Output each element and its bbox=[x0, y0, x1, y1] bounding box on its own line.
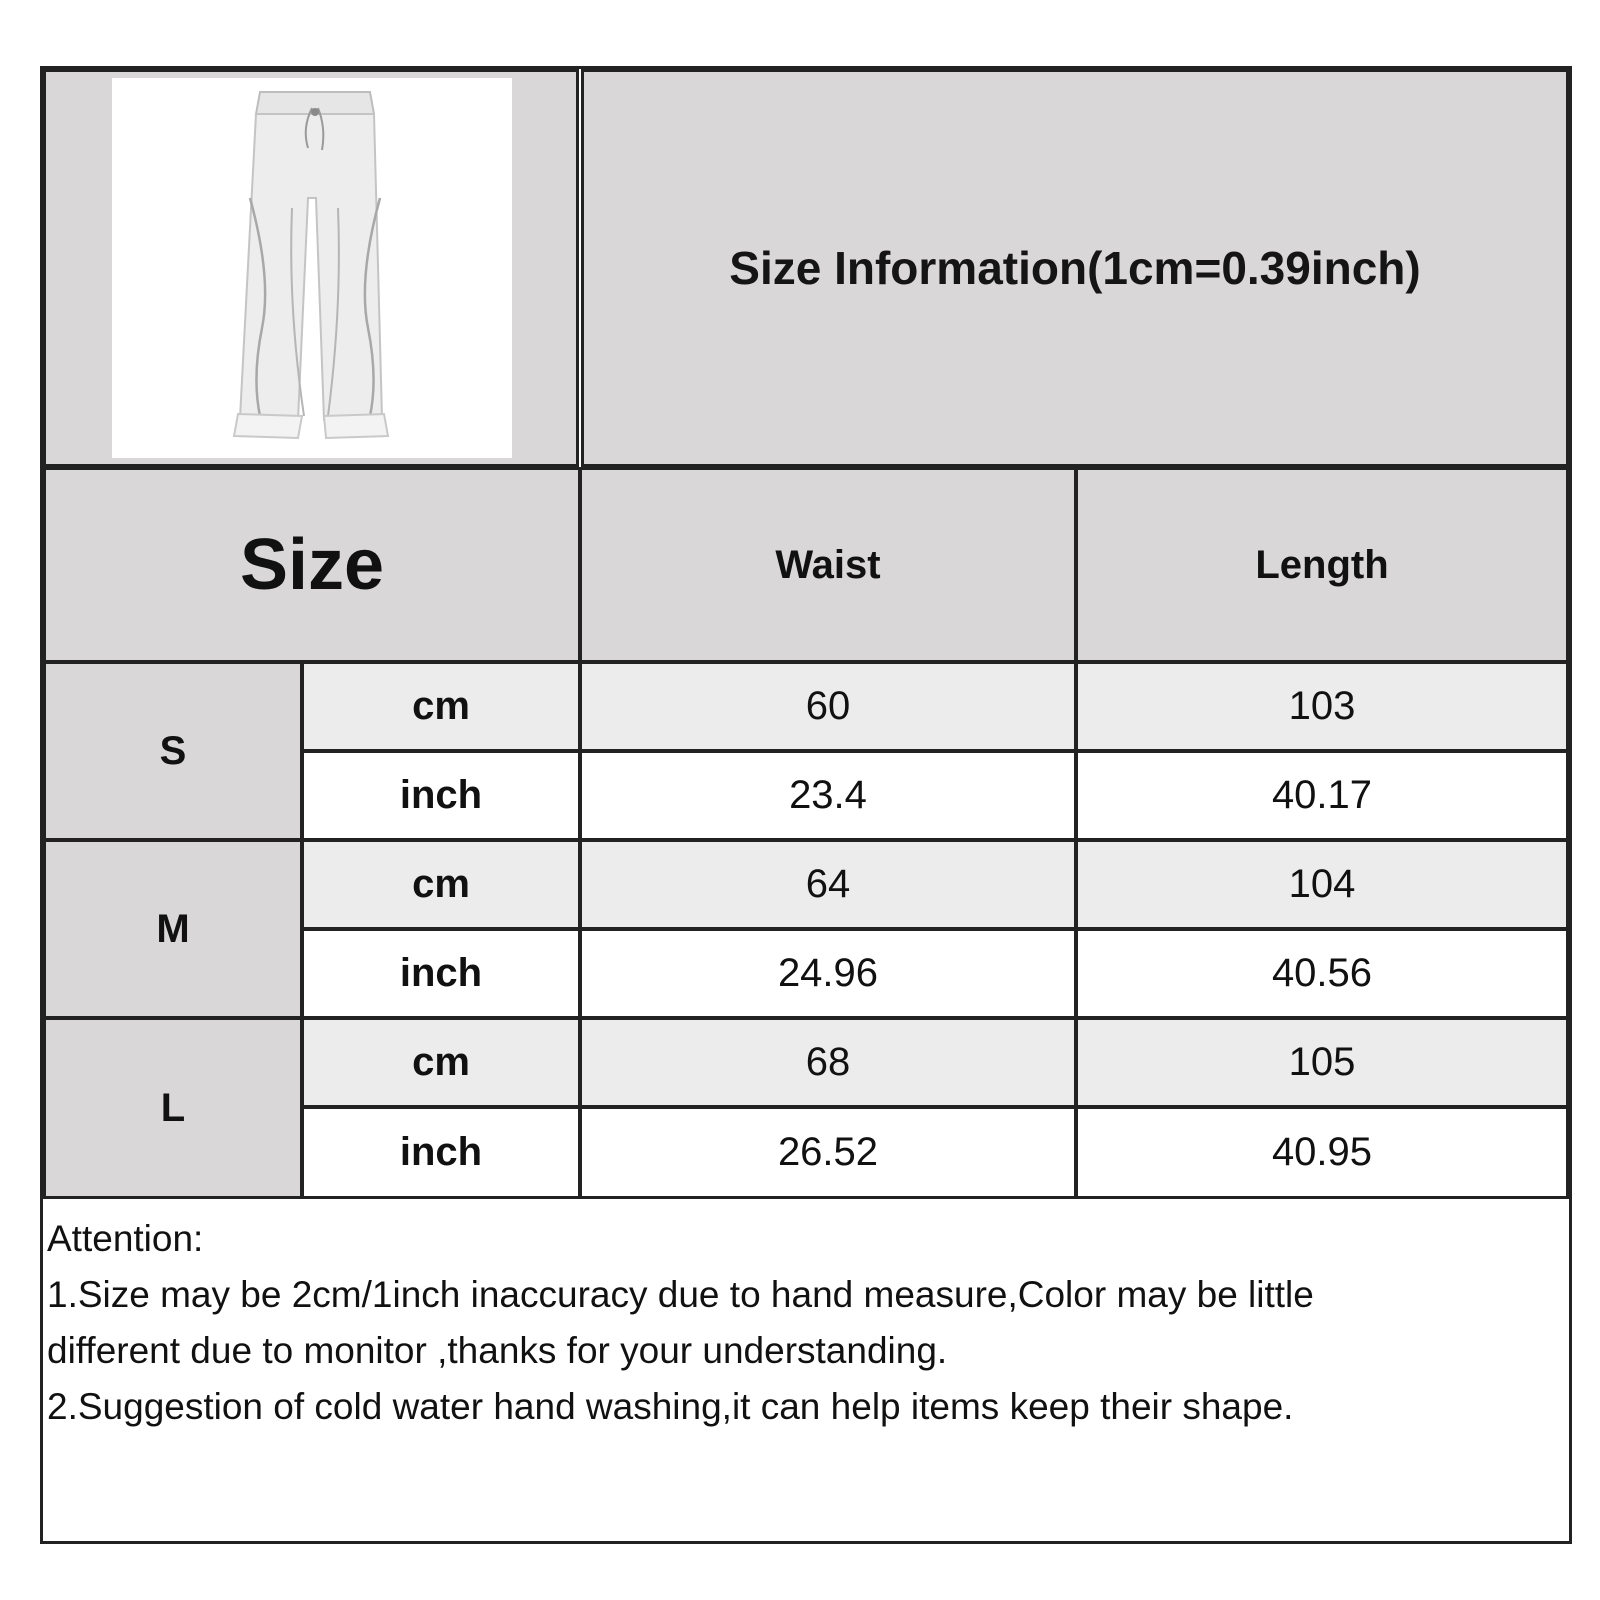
waist-value: 64 bbox=[805, 862, 851, 906]
unit-cell bbox=[301, 928, 581, 1019]
attention-heading: Attention: bbox=[47, 1218, 204, 1259]
length-value-cell bbox=[1075, 839, 1569, 930]
unit-label: inch bbox=[399, 951, 483, 995]
waist-value: 60 bbox=[805, 684, 851, 728]
waist-header-cell bbox=[579, 467, 1077, 663]
size-label-cell bbox=[43, 661, 303, 841]
attention-notes bbox=[47, 1211, 1567, 1435]
page-title: Size Information(1cm=0.39inch) bbox=[729, 242, 1421, 294]
unit-cell bbox=[301, 750, 581, 841]
length-value: 40.56 bbox=[1271, 951, 1373, 995]
attention-line-3: 2.Suggestion of cold water hand washing,it can help items keep their shape. bbox=[47, 1386, 1294, 1427]
unit-label: cm bbox=[412, 684, 470, 728]
attention-line-2: different due to monitor ,thanks for your understanding. bbox=[47, 1330, 948, 1371]
waist-value: 24.96 bbox=[777, 951, 879, 995]
size-header-cell bbox=[43, 467, 581, 663]
unit-label: cm bbox=[412, 1040, 470, 1084]
size-header: Size bbox=[239, 525, 385, 605]
waist-value-cell bbox=[579, 1017, 1077, 1108]
size-label-cell bbox=[43, 839, 303, 1019]
size-label: M bbox=[156, 906, 190, 951]
length-value-cell bbox=[1075, 1106, 1569, 1199]
waist-value: 68 bbox=[805, 1040, 851, 1084]
length-value: 104 bbox=[1288, 862, 1356, 906]
length-value-cell bbox=[1075, 1017, 1569, 1108]
waist-value-cell bbox=[579, 661, 1077, 752]
length-header: Length bbox=[1255, 542, 1389, 587]
waist-value: 23.4 bbox=[789, 773, 867, 817]
length-value: 40.17 bbox=[1271, 773, 1373, 817]
pants-illustration bbox=[112, 78, 512, 458]
waist-value-cell bbox=[579, 750, 1077, 841]
title-cell bbox=[581, 69, 1569, 467]
unit-cell bbox=[301, 1106, 581, 1199]
length-value-cell bbox=[1075, 928, 1569, 1019]
size-label: L bbox=[160, 1085, 186, 1130]
unit-label: inch bbox=[399, 773, 483, 817]
waist-header: Waist bbox=[775, 542, 881, 587]
length-header-cell bbox=[1075, 467, 1569, 663]
length-value: 40.95 bbox=[1271, 1130, 1373, 1174]
unit-label: cm bbox=[412, 862, 470, 906]
size-label-cell bbox=[43, 1017, 303, 1199]
size-label: S bbox=[159, 728, 187, 773]
unit-cell bbox=[301, 1017, 581, 1108]
length-value: 103 bbox=[1288, 684, 1356, 728]
size-chart bbox=[40, 66, 1572, 1544]
length-value-cell bbox=[1075, 750, 1569, 841]
waist-value-cell bbox=[579, 928, 1077, 1019]
product-image-cell bbox=[43, 69, 579, 467]
product-image bbox=[112, 78, 512, 458]
unit-cell bbox=[301, 661, 581, 752]
waist-value-cell bbox=[579, 1106, 1077, 1199]
attention-line-1: 1.Size may be 2cm/1inch inaccuracy due to hand measure,Color may be little bbox=[47, 1274, 1314, 1315]
unit-label: inch bbox=[399, 1130, 483, 1174]
unit-cell bbox=[301, 839, 581, 930]
length-value-cell bbox=[1075, 661, 1569, 752]
length-value: 105 bbox=[1288, 1040, 1356, 1084]
waist-value-cell bbox=[579, 839, 1077, 930]
waist-value: 26.52 bbox=[777, 1130, 879, 1174]
